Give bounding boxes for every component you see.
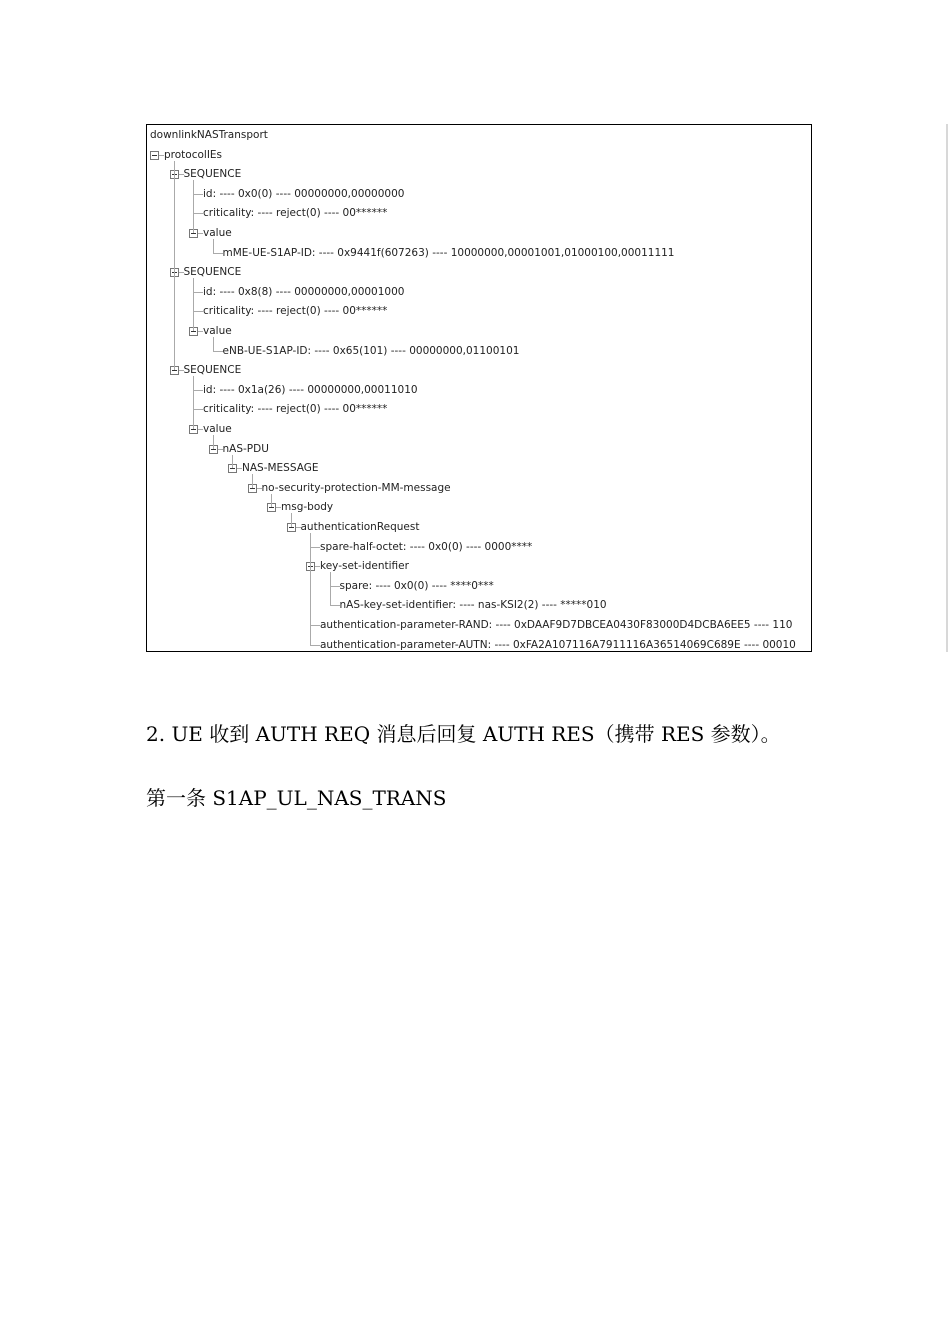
tree-node[interactable]: NAS-MESSAGE: [242, 462, 319, 475]
tree-node[interactable]: authentication-parameter-RAND: ---- 0xDAAF9D7DBCEA0430F83000D4DCBA6EE5 ---- 110: [320, 619, 793, 631]
tree-guide-line: [291, 513, 292, 527]
tree-connector: [193, 390, 203, 391]
tree-guide-line: [193, 376, 194, 429]
tree-node[interactable]: SEQUENCE: [183, 266, 242, 279]
tree-connector: [330, 605, 340, 606]
step2-paragraph: 2. UE 收到 AUTH REQ 消息后回复 AUTH RES（携带 RES 参数）。: [146, 722, 781, 746]
tree-connector: [330, 586, 340, 587]
first-message-heading: 第一条 S1AP_UL_NAS_TRANS: [146, 786, 447, 810]
tree-node[interactable]: value: [203, 423, 232, 435]
tree-node[interactable]: criticality: ---- reject(0) ---- 00******: [203, 305, 388, 318]
tree-node[interactable]: SEQUENCE: [183, 168, 242, 181]
tree-node[interactable]: criticality: ---- reject(0) ---- 00******: [203, 403, 388, 416]
tree-node[interactable]: id: ---- 0x0(0) ---- 00000000,00000000: [203, 187, 405, 200]
tree-guide-line: [213, 435, 214, 449]
tree-guide-line: [310, 533, 311, 645]
tree-connector: [213, 253, 223, 254]
tree-node[interactable]: no-security-protection-MM-message: [261, 481, 451, 494]
tree-guide-line: [271, 494, 272, 508]
tree-node[interactable]: nAS-key-set-identifier: ---- nas-KSI2(2) ---- *****010: [339, 599, 607, 612]
tree-connector: [193, 194, 203, 195]
message-tree-panel: [146, 124, 812, 652]
tree-guide-line: [213, 239, 214, 253]
tree-node[interactable]: spare-half-octet: ---- 0x0(0) ---- 0000****: [320, 540, 533, 553]
tree-guide-line: [330, 572, 331, 605]
tree-node[interactable]: SEQUENCE: [183, 364, 242, 377]
tree-guide-line: [174, 161, 175, 371]
tree-guide-line: [213, 337, 214, 351]
tree-guide-line: [252, 474, 253, 488]
tree-connector: [193, 292, 203, 293]
tree-connector: [310, 645, 320, 646]
tree-node[interactable]: id: ---- 0x1a(26) ---- 00000000,00011010: [203, 383, 418, 396]
tree-connector: [213, 351, 223, 352]
tree-node[interactable]: spare: ---- 0x0(0) ---- ****0***: [339, 579, 494, 592]
tree-node[interactable]: value: [203, 325, 232, 337]
tree-node[interactable]: protocolIEs: [164, 148, 223, 161]
tree-connector: [193, 213, 203, 214]
tree-node[interactable]: eNB-UE-S1AP-ID: ---- 0x65(101) ---- 00000000,01100101: [222, 344, 520, 357]
tree-connector: [193, 311, 203, 312]
tree-node[interactable]: criticality: ---- reject(0) ---- 00******: [203, 207, 388, 220]
page-edge-line: [946, 124, 948, 652]
collapse-toggle-icon[interactable]: [150, 151, 159, 160]
tree-guide-line: [232, 455, 233, 469]
tree-connector: [193, 409, 203, 410]
tree-node[interactable]: key-set-identifier: [320, 560, 409, 573]
tree-connector: [310, 547, 320, 548]
tree-node[interactable]: id: ---- 0x8(8) ---- 00000000,00001000: [203, 285, 405, 298]
tree-node[interactable]: nAS-PDU: [222, 442, 269, 455]
tree-node[interactable]: mME-UE-S1AP-ID: ---- 0x9441f(607263) ---- 10000000,00001001,01000100,00011111: [222, 246, 675, 259]
tree-guide-line: [193, 278, 194, 331]
tree-node[interactable]: authenticationRequest: [300, 521, 420, 533]
tree-guide-line: [193, 180, 194, 233]
tree-node[interactable]: msg-body: [281, 501, 334, 514]
tree-connector: [310, 625, 320, 626]
tree-node[interactable]: downlinkNASTransport: [150, 129, 268, 141]
tree-node[interactable]: authentication-parameter-AUTN: ---- 0xFA2A107116A7911116A36514069C689E ---- 00010: [320, 638, 796, 651]
tree-node[interactable]: value: [203, 227, 232, 239]
